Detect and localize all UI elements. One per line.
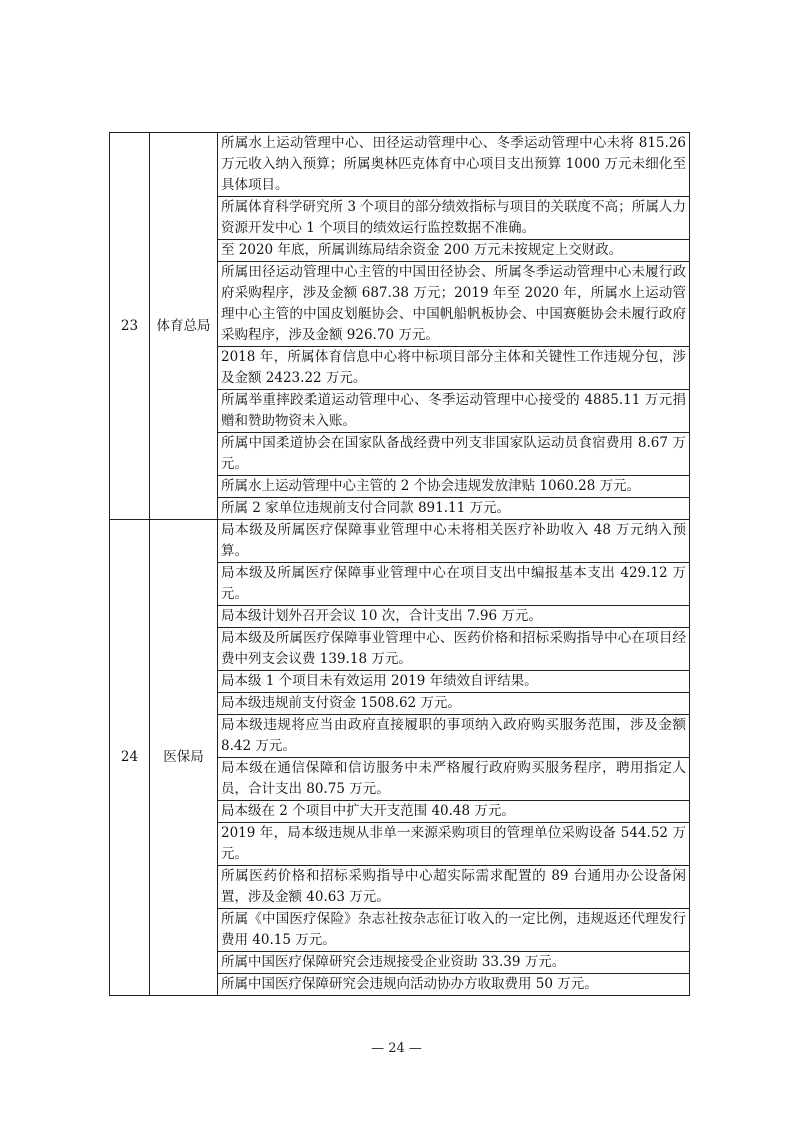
- finding-text: 至 2020 年底，所属训练局结余资金 200 万元未按规定上交财政。: [218, 240, 690, 262]
- audit-findings-table: [109, 132, 690, 996]
- finding-text: 所属中国医疗保障研究会违规向活动协办方收取费用 50 万元。: [218, 974, 690, 996]
- finding-text: 所属水上运动管理中心、田径运动管理中心、冬季运动管理中心未将 815.26 万元收入纳入预算；所属奥林匹克体育中心项目支出预算 1000 万元未细化至具体项目。: [218, 133, 690, 197]
- row-number: 24: [110, 520, 150, 996]
- finding-text: 局本级计划外召开会议 10 次，合计支出 7.96 万元。: [218, 606, 690, 628]
- finding-text: 所属举重摔跤柔道运动管理中心、冬季运动管理中心接受的 4885.11 万元捐赠和赞助物资未入账。: [218, 390, 690, 433]
- finding-text: 2019 年，局本级违规从非单一来源采购项目的管理单位采购设备 544.52 万元。: [218, 823, 690, 866]
- table-row: [110, 133, 690, 197]
- table-body: [110, 133, 690, 996]
- finding-text: 局本级违规将应当由政府直接履职的事项纳入政府购买服务范围，涉及金额 8.42 万元。: [218, 715, 690, 758]
- table-row: [110, 520, 690, 563]
- finding-text: 局本级及所属医疗保障事业管理中心、医药价格和招标采购指导中心在项目经费中列支会议费 139.18 万元。: [218, 628, 690, 671]
- page-number: — 24 —: [371, 1041, 422, 1056]
- finding-text: 2018 年，所属体育信息中心将中标项目部分主体和关键性工作违规分包，涉及金额 2423.22 万元。: [218, 347, 690, 390]
- finding-text: 所属《中国医疗保险》杂志社按杂志征订收入的一定比例，违规返还代理发行费用 40.15 万元。: [218, 909, 690, 952]
- department-name: 体育总局: [150, 133, 218, 520]
- finding-text: 局本级及所属医疗保障事业管理中心未将相关医疗补助收入 48 万元纳入预算。: [218, 520, 690, 563]
- finding-text: 局本级 1 个项目未有效运用 2019 年绩效自评结果。: [218, 671, 690, 693]
- finding-text: 局本级违规前支付资金 1508.62 万元。: [218, 693, 690, 715]
- finding-text: 局本级在通信保障和信访服务中未严格履行政府购买服务程序，聘用指定人员，合计支出 80.75 万元。: [218, 758, 690, 801]
- finding-text: 所属 2 家单位违规前支付合同款 891.11 万元。: [218, 498, 690, 520]
- finding-text: 局本级在 2 个项目中扩大开支范围 40.48 万元。: [218, 801, 690, 823]
- row-number: 23: [110, 133, 150, 520]
- finding-text: 所属田径运动管理中心主管的中国田径协会、所属冬季运动管理中心未履行政府采购程序，涉及金额 687.38 万元；2019 年至 2020 年，所属水上运动管理中心主管的中国皮划艇协会、中国帆船帆板协会、中国赛艇协会未履行政府采购程序，涉及金额 926.70 万元。: [218, 262, 690, 347]
- department-name: 医保局: [150, 520, 218, 996]
- finding-text: 所属水上运动管理中心主管的 2 个协会违规发放津贴 1060.28 万元。: [218, 476, 690, 498]
- finding-text: 所属体育科学研究所 3 个项目的部分绩效指标与项目的关联度不高；所属人力资源开发中心 1 个项目的绩效运行监控数据不准确。: [218, 197, 690, 240]
- finding-text: 所属医药价格和招标采购指导中心超实际需求配置的 89 台通用办公设备闲置，涉及金额 40.63 万元。: [218, 866, 690, 909]
- finding-text: 所属中国柔道协会在国家队备战经费中列支非国家队运动员食宿费用 8.67 万元。: [218, 433, 690, 476]
- finding-text: 所属中国医疗保障研究会违规接受企业资助 33.39 万元。: [218, 952, 690, 974]
- finding-text: 局本级及所属医疗保障事业管理中心在项目支出中编报基本支出 429.12 万元。: [218, 563, 690, 606]
